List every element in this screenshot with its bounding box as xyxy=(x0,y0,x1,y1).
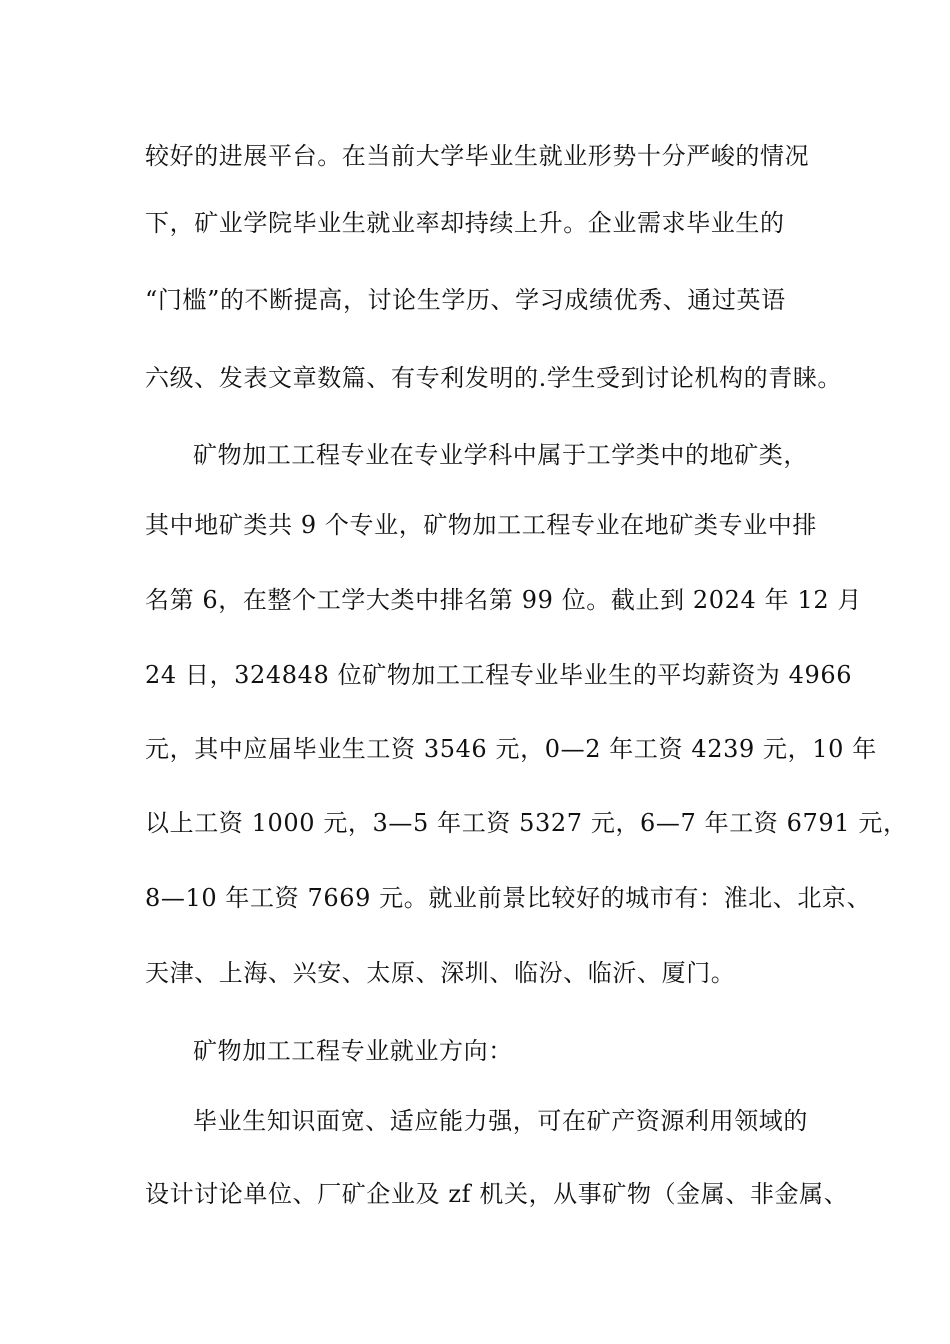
text-line-15: 设计讨论单位、厂矿企业及 zf 机关，从事矿物（金属、非金属、 xyxy=(145,1180,849,1208)
text-line-13: 矿物加工工程专业就业方向： xyxy=(193,1037,513,1065)
text-line-4: 六级、发表文章数篇、有专利发明的.学生受到讨论机构的青睐。 xyxy=(145,364,843,392)
text-line-2: 下，矿业学院毕业生就业率却持续上升。企业需求毕业生的 xyxy=(145,209,785,237)
text-line-6: 其中地矿类共 9 个专业，矿物加工工程专业在地矿类专业中排 xyxy=(145,511,817,539)
text-line-1: 较好的进展平台。在当前大学毕业生就业形势十分严峻的情况 xyxy=(145,142,810,170)
text-line-9: 元，其中应届毕业生工资 3546 元，0—2 年工资 4239 元，10 年 xyxy=(145,735,877,763)
text-line-12: 天津、上海、兴安、太原、深圳、临汾、临沂、厦门。 xyxy=(145,959,736,987)
text-line-7: 名第 6，在整个工学大类中排名第 99 位。截止到 2024 年 12 月 xyxy=(145,586,863,614)
text-line-10: 以上工资 1000 元，3—5 年工资 5327 元，6—7 年工资 6791 元， xyxy=(145,809,908,837)
text-line-3: “门槛”的不断提高，讨论生学历、学习成绩优秀、通过英语 xyxy=(145,286,786,314)
text-line-11: 8—10 年工资 7669 元。就业前景比较好的城市有：淮北、北京、 xyxy=(145,884,872,912)
text-line-8: 24 日，324848 位矿物加工工程专业毕业生的平均薪资为 4966 xyxy=(145,661,853,689)
text-line-5: 矿物加工工程专业在专业学科中属于工学类中的地矿类， xyxy=(193,441,808,469)
text-line-14: 毕业生知识面宽、适应能力强，可在矿产资源利用领域的 xyxy=(193,1107,808,1135)
